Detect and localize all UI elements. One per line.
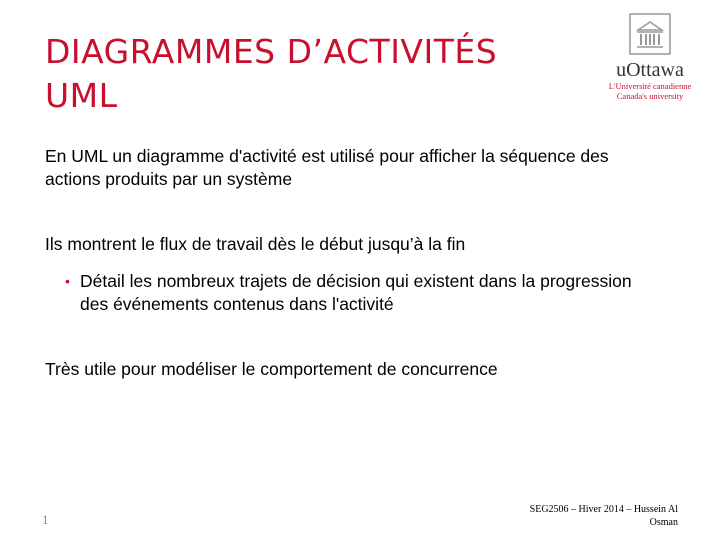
uottawa-logo: [598, 12, 702, 108]
paragraph-workflow: Ils montrent le flux de travail dès le début jusqu’à la fin: [45, 234, 466, 254]
footer-credit: SEG2506 – Hiver 2014 – Hussein Al Osman: [529, 504, 678, 528]
bullet-decision-paths: [65, 270, 640, 316]
building-icon: [628, 12, 672, 56]
logo-name: uOttawa: [616, 59, 684, 81]
slide-title: [45, 30, 605, 118]
slide-number: 1: [42, 512, 49, 527]
bullet-text: Détail les nombreux trajets de décision qui existent dans la progression des événements contenus dans l'activité: [80, 271, 632, 314]
paragraph-concurrency: Très utile pour modéliser le comportement de concurrence: [45, 359, 498, 379]
bullet-dot-icon: •: [65, 273, 70, 289]
logo-subtitle-french: L'Université canadienne: [608, 81, 692, 91]
logo-subtitle-english: Canada's university: [616, 91, 684, 101]
slide-title-line-1: DIAGRAMMES D’ACTIVITÉS: [45, 32, 498, 71]
slide-title-line-2: UML: [45, 76, 118, 115]
paragraph-definition: En UML un diagramme d'activité est utilisé pour afficher la séquence des actions produits par un système: [45, 146, 609, 189]
